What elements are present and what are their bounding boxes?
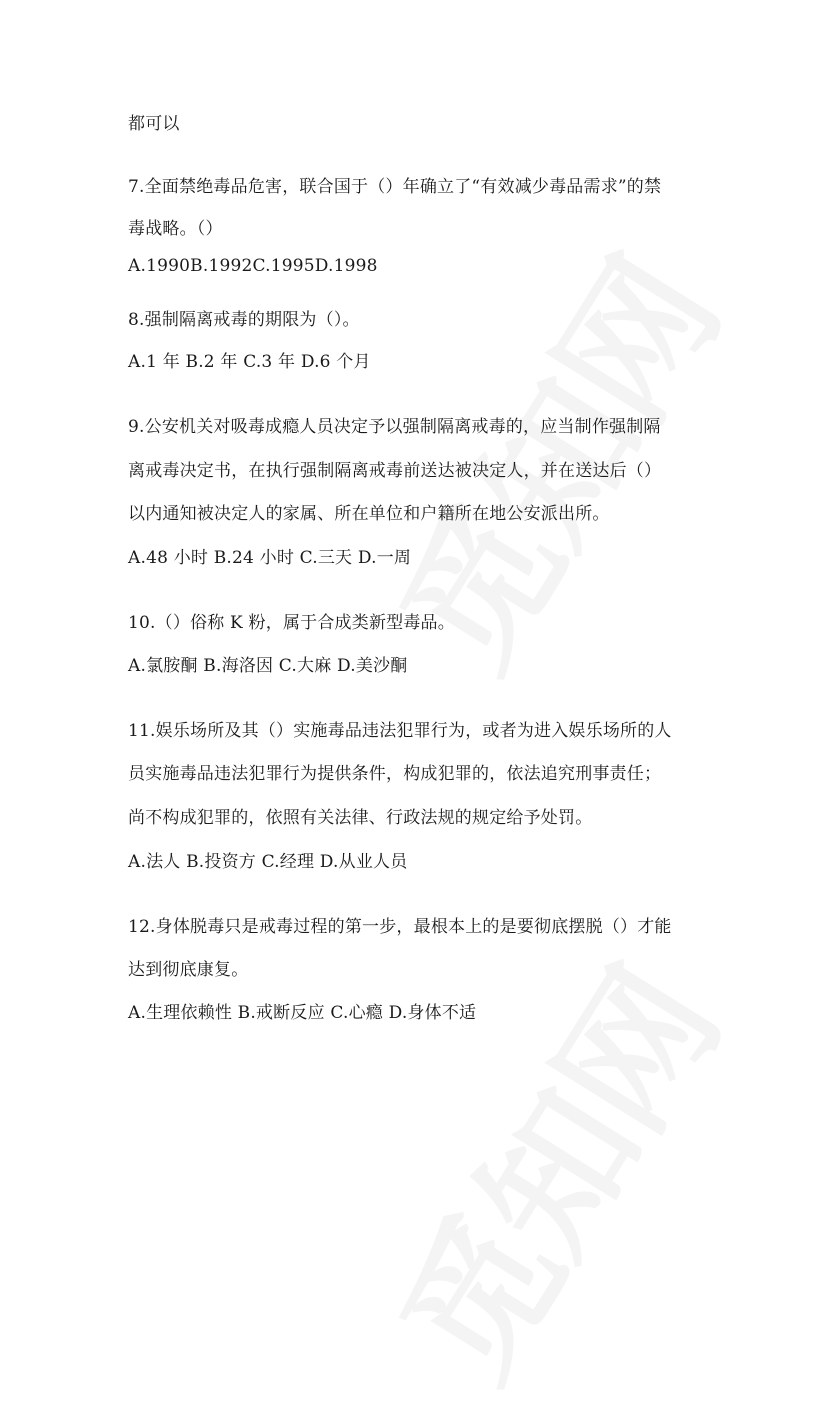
answer-continuation: 都可以 [128, 114, 180, 134]
question-11-line-2: 员实施毒品违法犯罪行为提供条件，构成犯罪的，依法追究刑事责任； [128, 764, 662, 784]
question-11-line-1: 11.娱乐场所及其（）实施毒品违法犯罪行为，或者为进入娱乐场所的人 [128, 721, 672, 741]
question-9-line-3: 以内通知被决定人的家属、所在单位和户籍所在地公安派出所。 [128, 504, 610, 524]
question-10-options: A.氯胺酮 B.海洛因 C.大麻 D.美沙酮 [128, 656, 408, 676]
watermark-bottom [341, 925, 756, 1411]
question-11-line-3: 尚不构成犯罪的，依照有关法律、行政法规的规定给予处罚。 [128, 808, 593, 828]
question-12-line-1: 12.身体脱毒只是戒毒过程的第一步，最根本上的是要彻底摆脱（）才能 [128, 917, 672, 937]
question-7-line-2: 毒战略。（） [128, 219, 223, 239]
question-9-line-2: 离戒毒决定书，在执行强制隔离戒毒前送达被决定人，并在送达后（） [128, 461, 662, 481]
question-10: 10.（）俗称 K 粉，属于合成类新型毒品。 [128, 613, 455, 633]
question-9-options: A.48 小时 B.24 小时 C.三天 D.一周 [128, 548, 412, 568]
question-9-line-1: 9.公安机关对吸毒成瘾人员决定予以强制隔离戒毒的，应当制作强制隔 [128, 417, 661, 437]
question-12-line-2: 达到彻底康复。 [128, 960, 249, 980]
question-8-options: A.1 年 B.2 年 C.3 年 D.6 个月 [128, 352, 371, 372]
question-11-options: A.法人 B.投资方 C.经理 D.从业人员 [128, 852, 408, 872]
question-8: 8.强制隔离戒毒的期限为（）。 [128, 310, 360, 330]
question-7-options: A.1990B.1992C.1995D.1998 [128, 256, 378, 276]
question-7-line-1: 7.全面禁绝毒品危害，联合国于（）年确立了“有效减少毒品需求”的禁 [128, 177, 662, 197]
question-12-options: A.生理依赖性 B.戒断反应 C.心瘾 D.身体不适 [128, 1003, 477, 1023]
